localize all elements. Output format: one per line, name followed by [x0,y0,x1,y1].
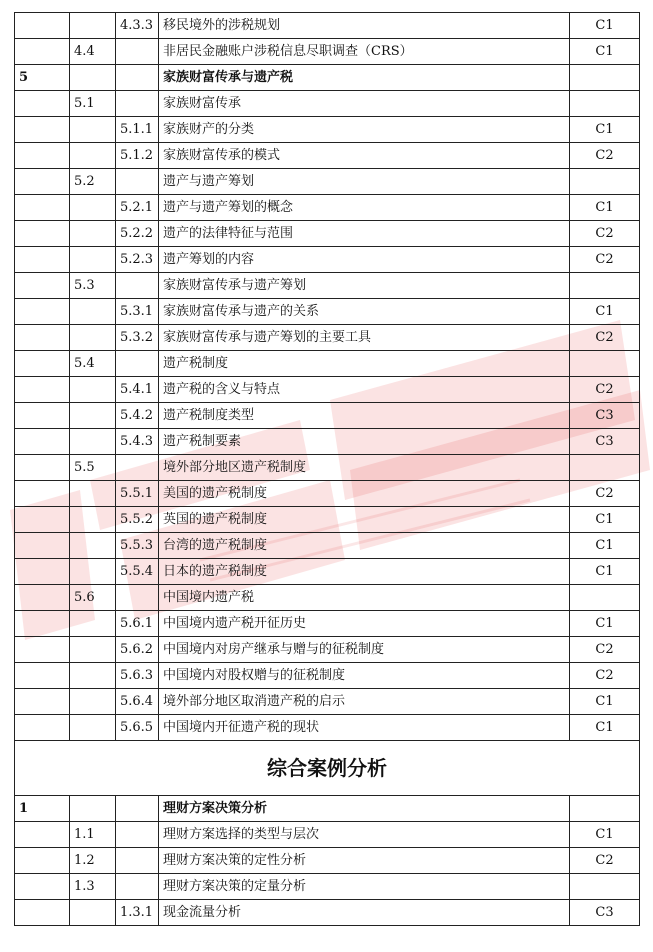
table-row [15,848,640,874]
table-row [15,637,640,663]
item-number-cell: 5.3.2 [116,325,159,351]
section-number-cell [15,299,70,325]
section-number-cell [15,481,70,507]
level-cell: C1 [570,195,640,221]
level-cell: C1 [570,611,640,637]
subsection-number-cell [70,247,116,273]
level-cell [570,455,640,481]
section-number-cell [15,273,70,299]
subsection-number-cell [70,481,116,507]
section-number-cell [15,533,70,559]
topic-title-cell: 境外部分地区遗产税制度 [159,455,570,481]
section-number-cell [15,663,70,689]
section-number-cell [15,325,70,351]
section-heading: 综合案例分析 [15,741,640,796]
level-cell: C2 [570,377,640,403]
level-cell: C1 [570,13,640,39]
topic-title-cell: 非居民金融账户涉税信息尽职调查（CRS） [159,39,570,65]
table-row [15,796,640,822]
item-number-cell [116,455,159,481]
section-number-cell [15,611,70,637]
topic-title-cell: 遗产税制度 [159,351,570,377]
subsection-number-cell [70,533,116,559]
item-number-cell: 5.5.3 [116,533,159,559]
subsection-number-cell [70,143,116,169]
item-number-cell: 5.2.3 [116,247,159,273]
table-row [15,221,640,247]
item-number-cell: 1.3.1 [116,900,159,926]
topic-title-cell: 遗产与遗产筹划的概念 [159,195,570,221]
section-number-cell [15,247,70,273]
table-row [15,247,640,273]
subsection-number-cell [70,13,116,39]
item-number-cell: 5.2.2 [116,221,159,247]
topic-title-cell: 现金流量分析 [159,900,570,926]
topic-title-cell: 美国的遗产税制度 [159,481,570,507]
subsection-number-cell: 1.2 [70,848,116,874]
topic-title-cell: 理财方案决策的定量分析 [159,874,570,900]
level-cell: C1 [570,689,640,715]
subsection-number-cell [70,195,116,221]
topic-title-cell: 中国境内遗产税开征历史 [159,611,570,637]
item-number-cell: 5.5.1 [116,481,159,507]
table-row [15,689,640,715]
table-row [15,663,640,689]
table-row [15,559,640,585]
subsection-number-cell [70,507,116,533]
item-number-cell [116,91,159,117]
table-row [15,455,640,481]
table-row [15,822,640,848]
section-number-cell [15,637,70,663]
level-cell: C1 [570,507,640,533]
section-number-cell [15,377,70,403]
section-number-cell [15,559,70,585]
section-number-cell [15,117,70,143]
topic-title-cell: 家族财富传承与遗产的关系 [159,299,570,325]
level-cell: C2 [570,325,640,351]
section-number-cell [15,351,70,377]
subsection-number-cell [70,325,116,351]
section-number-cell [15,429,70,455]
topic-title-cell: 遗产的法律特征与范围 [159,221,570,247]
section-number-cell [15,689,70,715]
section-number-cell [15,507,70,533]
level-cell: C1 [570,117,640,143]
section-number-cell [15,143,70,169]
topic-title-cell: 家族财富传承与遗产筹划 [159,273,570,299]
topic-title-cell: 家族财富传承的模式 [159,143,570,169]
section-number-cell [15,822,70,848]
subsection-number-cell [70,689,116,715]
level-cell [570,65,640,91]
item-number-cell: 5.2.1 [116,195,159,221]
topic-title-cell: 家族财富传承与遗产税 [159,65,570,91]
table-row [15,143,640,169]
item-number-cell: 5.5.2 [116,507,159,533]
subsection-number-cell [70,65,116,91]
item-number-cell: 5.6.3 [116,663,159,689]
item-number-cell: 5.6.2 [116,637,159,663]
level-cell: C1 [570,715,640,741]
table-row [15,65,640,91]
item-number-cell [116,39,159,65]
section-number-cell [15,403,70,429]
topic-title-cell: 遗产税的含义与特点 [159,377,570,403]
level-cell: C1 [570,822,640,848]
item-number-cell [116,585,159,611]
case-analysis-table-body [15,796,640,926]
item-number-cell [116,822,159,848]
topic-title-cell: 理财方案决策分析 [159,796,570,822]
level-cell: C2 [570,221,640,247]
table-row [15,13,640,39]
table-row [15,403,640,429]
section-number-cell [15,455,70,481]
item-number-cell: 4.3.3 [116,13,159,39]
section-number-cell [15,169,70,195]
section-number-cell [15,874,70,900]
level-cell: C2 [570,848,640,874]
item-number-cell: 5.6.1 [116,611,159,637]
level-cell: C1 [570,559,640,585]
level-cell: C2 [570,143,640,169]
table-row [15,900,640,926]
subsection-number-cell [70,377,116,403]
table-row [15,273,640,299]
item-number-cell: 5.4.1 [116,377,159,403]
item-number-cell [116,273,159,299]
subsection-number-cell [70,796,116,822]
topic-title-cell: 英国的遗产税制度 [159,507,570,533]
topic-title-cell: 家族财产的分类 [159,117,570,143]
level-cell [570,585,640,611]
section-number-cell [15,221,70,247]
table-row [15,195,640,221]
item-number-cell [116,351,159,377]
level-cell [570,91,640,117]
subsection-number-cell [70,715,116,741]
subsection-number-cell: 5.4 [70,351,116,377]
item-number-cell [116,65,159,91]
item-number-cell: 5.4.2 [116,403,159,429]
level-cell: C2 [570,663,640,689]
subsection-number-cell [70,559,116,585]
topic-title-cell: 遗产筹划的内容 [159,247,570,273]
table-row [15,351,640,377]
level-cell [570,874,640,900]
subsection-number-cell: 5.3 [70,273,116,299]
topic-title-cell: 台湾的遗产税制度 [159,533,570,559]
level-cell: C2 [570,247,640,273]
subsection-number-cell: 5.5 [70,455,116,481]
topic-title-cell: 家族财富传承与遗产筹划的主要工具 [159,325,570,351]
item-number-cell: 5.6.5 [116,715,159,741]
topic-title-cell: 中国境内开征遗产税的现状 [159,715,570,741]
level-cell: C2 [570,481,640,507]
topic-title-cell: 移民境外的涉税规划 [159,13,570,39]
subsection-number-cell [70,221,116,247]
topic-title-cell: 中国境内对股权赠与的征税制度 [159,663,570,689]
subsection-number-cell [70,611,116,637]
subsection-number-cell [70,429,116,455]
subsection-number-cell: 1.3 [70,874,116,900]
section-number-cell [15,195,70,221]
level-cell [570,169,640,195]
subsection-number-cell [70,637,116,663]
topic-title-cell: 日本的遗产税制度 [159,559,570,585]
section-number-cell [15,585,70,611]
table-row [15,874,640,900]
subsection-number-cell [70,663,116,689]
section-heading-body [15,741,640,796]
level-cell [570,351,640,377]
table-row [15,507,640,533]
level-cell [570,796,640,822]
table-row [15,611,640,637]
table-row [15,299,640,325]
level-cell: C3 [570,900,640,926]
topic-title-cell: 境外部分地区取消遗产税的启示 [159,689,570,715]
item-number-cell [116,169,159,195]
topic-title-cell: 中国境内遗产税 [159,585,570,611]
item-number-cell: 5.6.4 [116,689,159,715]
section-heading-row [15,741,640,796]
item-number-cell: 5.4.3 [116,429,159,455]
item-number-cell [116,848,159,874]
item-number-cell: 5.3.1 [116,299,159,325]
section-number-cell [15,91,70,117]
level-cell: C2 [570,637,640,663]
section-number-cell [15,848,70,874]
table-row [15,481,640,507]
table-row [15,377,640,403]
table-row [15,117,640,143]
level-cell: C3 [570,429,640,455]
syllabus-table-body [15,13,640,741]
level-cell: C3 [570,403,640,429]
section-number-cell [15,900,70,926]
section-number-cell [15,13,70,39]
topic-title-cell: 中国境内对房产继承与赠与的征税制度 [159,637,570,663]
table-row [15,325,640,351]
level-cell: C1 [570,533,640,559]
subsection-number-cell: 5.1 [70,91,116,117]
table-row [15,715,640,741]
item-number-cell [116,796,159,822]
item-number-cell: 5.1.1 [116,117,159,143]
topic-title-cell: 遗产税制要素 [159,429,570,455]
table-row [15,533,640,559]
topic-title-cell: 理财方案选择的类型与层次 [159,822,570,848]
level-cell: C1 [570,299,640,325]
section-number-cell: 1 [15,796,70,822]
item-number-cell: 5.1.2 [116,143,159,169]
section-number-cell: 5 [15,65,70,91]
topic-title-cell: 家族财富传承 [159,91,570,117]
table-row [15,429,640,455]
subsection-number-cell [70,900,116,926]
topic-title-cell: 遗产与遗产筹划 [159,169,570,195]
subsection-number-cell [70,299,116,325]
subsection-number-cell: 1.1 [70,822,116,848]
table-row [15,585,640,611]
item-number-cell: 5.5.4 [116,559,159,585]
level-cell [570,273,640,299]
subsection-number-cell: 4.4 [70,39,116,65]
syllabus-table [14,12,640,926]
subsection-number-cell: 5.6 [70,585,116,611]
subsection-number-cell: 5.2 [70,169,116,195]
level-cell: C1 [570,39,640,65]
subsection-number-cell [70,117,116,143]
table-row [15,169,640,195]
topic-title-cell: 理财方案决策的定性分析 [159,848,570,874]
subsection-number-cell [70,403,116,429]
section-number-cell [15,715,70,741]
item-number-cell [116,874,159,900]
topic-title-cell: 遗产税制度类型 [159,403,570,429]
section-number-cell [15,39,70,65]
table-row [15,39,640,65]
table-row [15,91,640,117]
